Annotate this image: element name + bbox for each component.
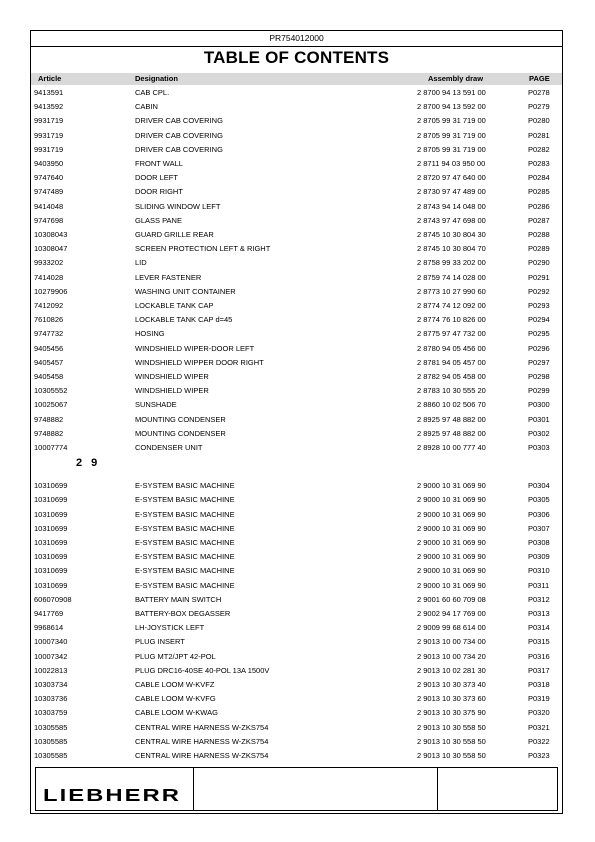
table-row bbox=[31, 493, 562, 507]
designation-cell: E-SYSTEM BASIC MACHINE bbox=[135, 580, 235, 590]
assembly-draw-cell: 2 9013 10 30 373 60 bbox=[417, 694, 486, 704]
article-cell: 10310699 bbox=[34, 495, 68, 505]
footer-title-block bbox=[35, 767, 558, 811]
page-cell: P0321 bbox=[528, 722, 550, 732]
designation-cell: E-SYSTEM BASIC MACHINE bbox=[135, 481, 235, 491]
table-row bbox=[31, 441, 562, 455]
assembly-draw-cell: 2 8758 99 33 202 00 bbox=[417, 258, 486, 268]
article-cell: 10279906 bbox=[34, 286, 68, 296]
page-cell: P0322 bbox=[528, 736, 550, 746]
designation-cell: CENTRAL WIRE HARNESS W-ZKS754 bbox=[135, 722, 269, 732]
article-cell: 9747732 bbox=[34, 329, 64, 339]
assembly-draw-cell: 2 8773 10 27 990 60 bbox=[417, 286, 486, 296]
table-row bbox=[31, 214, 562, 228]
assembly-draw-cell: 2 8759 74 14 028 00 bbox=[417, 272, 486, 282]
article-cell: 10310699 bbox=[34, 566, 68, 576]
page-cell: P0308 bbox=[528, 538, 550, 547]
page-cell: P0310 bbox=[528, 566, 550, 576]
page-cell: P0296 bbox=[528, 343, 550, 353]
table-row bbox=[31, 706, 562, 720]
page-cell: P0298 bbox=[528, 372, 550, 381]
designation-cell: DOOR LEFT bbox=[135, 173, 178, 183]
article-cell: 10310699 bbox=[34, 552, 68, 562]
article-cell: 9748882 bbox=[34, 414, 64, 424]
assembly-draw-cell: 2 8745 10 30 804 30 bbox=[417, 230, 486, 239]
designation-cell: CABIN bbox=[135, 102, 158, 112]
designation-cell: MOUNTING CONDENSER bbox=[135, 414, 226, 424]
page-cell: P0309 bbox=[528, 552, 550, 562]
assembly-draw-cell: 2 8720 97 47 640 00 bbox=[417, 173, 486, 183]
page-cell: P0280 bbox=[528, 116, 550, 126]
header-divider bbox=[31, 46, 562, 47]
assembly-draw-cell: 2 8711 94 03 950 00 bbox=[417, 159, 486, 168]
table-row bbox=[31, 427, 562, 441]
page-cell: P0313 bbox=[528, 609, 550, 618]
page-cell: P0323 bbox=[528, 751, 550, 760]
page-cell: P0284 bbox=[528, 173, 550, 183]
table-row bbox=[31, 479, 562, 493]
article-cell: 9747489 bbox=[34, 187, 64, 197]
table-row bbox=[31, 200, 562, 214]
table-row bbox=[31, 242, 562, 256]
document-frame bbox=[30, 30, 563, 814]
table-row bbox=[31, 100, 562, 114]
assembly-draw-cell: 2 8781 94 05 457 00 bbox=[417, 357, 486, 367]
designation-cell: CENTRAL WIRE HARNESS W-ZKS754 bbox=[135, 751, 269, 760]
assembly-draw-cell: 2 8705 99 31 719 00 bbox=[417, 144, 486, 154]
footer-divider bbox=[437, 768, 438, 810]
assembly-draw-cell: 2 8705 99 31 719 00 bbox=[417, 116, 486, 126]
assembly-draw-cell: 2 9013 10 30 558 50 bbox=[417, 751, 486, 760]
assembly-draw-cell: 2 8780 94 05 456 00 bbox=[417, 343, 486, 353]
page-cell: P0318 bbox=[528, 680, 550, 689]
article-cell: 10025067 bbox=[34, 400, 68, 410]
assembly-draw-cell: 2 9000 10 31 069 90 bbox=[417, 481, 486, 491]
designation-cell: E-SYSTEM BASIC MACHINE bbox=[135, 552, 235, 562]
page-cell: P0311 bbox=[528, 580, 550, 590]
table-row bbox=[31, 299, 562, 313]
footer-divider bbox=[193, 768, 194, 810]
article-cell: 10022813 bbox=[34, 665, 68, 675]
designation-cell: WINDSHIELD WIPER-DOOR LEFT bbox=[135, 343, 255, 353]
assembly-draw-cell: 2 8925 97 48 882 00 bbox=[417, 414, 486, 424]
table-row bbox=[31, 579, 562, 593]
page-cell: P0283 bbox=[528, 159, 550, 168]
assembly-draw-cell: 2 8782 94 05 458 00 bbox=[417, 372, 486, 381]
table-row bbox=[31, 621, 562, 635]
table-row bbox=[31, 327, 562, 341]
designation-cell: HOSING bbox=[135, 329, 165, 339]
page-cell: P0303 bbox=[528, 443, 550, 452]
page-cell: P0305 bbox=[528, 495, 550, 505]
article-cell: 10310699 bbox=[34, 580, 68, 590]
page-cell: P0285 bbox=[528, 187, 550, 197]
table-row bbox=[31, 678, 562, 692]
assembly-draw-cell: 2 9000 10 31 069 90 bbox=[417, 580, 486, 590]
designation-cell: DRIVER CAB COVERING bbox=[135, 116, 223, 126]
article-cell: 9747698 bbox=[34, 215, 64, 225]
article-cell: 7414028 bbox=[34, 272, 64, 282]
article-cell: 10007342 bbox=[34, 651, 68, 661]
document-number: PR754012000 bbox=[269, 33, 324, 43]
designation-cell: E-SYSTEM BASIC MACHINE bbox=[135, 538, 235, 547]
table-row bbox=[31, 564, 562, 578]
article-cell: 10303736 bbox=[34, 694, 68, 704]
assembly-draw-cell: 2 9000 10 31 069 90 bbox=[417, 566, 486, 576]
designation-cell: CENTRAL WIRE HARNESS W-ZKS754 bbox=[135, 736, 269, 746]
article-cell: 10303759 bbox=[34, 708, 68, 718]
table-row bbox=[31, 384, 562, 398]
designation-cell: E-SYSTEM BASIC MACHINE bbox=[135, 566, 235, 576]
page-cell: P0291 bbox=[528, 272, 550, 282]
assembly-draw-cell: 2 8775 97 47 732 00 bbox=[417, 329, 486, 339]
designation-cell: CAB CPL. bbox=[135, 88, 170, 97]
article-cell: 9417769 bbox=[34, 609, 64, 618]
assembly-draw-cell: 2 9013 10 02 281 30 bbox=[417, 665, 486, 675]
article-cell: 9933202 bbox=[34, 258, 64, 268]
designation-cell: BATTERY-BOX DEGASSER bbox=[135, 609, 231, 618]
page-cell: P0314 bbox=[528, 623, 550, 633]
column-header-designation: Designation bbox=[135, 74, 178, 83]
assembly-draw-cell: 2 9013 10 00 734 00 bbox=[417, 637, 486, 647]
page-cell: P0297 bbox=[528, 357, 550, 367]
article-cell: 9747640 bbox=[34, 173, 64, 183]
assembly-draw-cell: 2 9000 10 31 069 90 bbox=[417, 523, 486, 533]
page-cell: P0306 bbox=[528, 509, 550, 519]
page-cell: P0279 bbox=[528, 102, 550, 112]
page-cell: P0288 bbox=[528, 230, 550, 239]
assembly-draw-cell: 2 8774 76 10 826 00 bbox=[417, 315, 486, 325]
table-row bbox=[31, 129, 562, 143]
article-cell: 10305585 bbox=[34, 751, 68, 760]
article-cell: 10305552 bbox=[34, 386, 68, 396]
assembly-draw-cell: 2 8700 94 13 591 00 bbox=[417, 88, 486, 97]
article-cell: 9931719 bbox=[34, 116, 64, 126]
column-header-assembly: Assembly draw bbox=[428, 74, 484, 83]
assembly-draw-cell: 2 9000 10 31 069 90 bbox=[417, 552, 486, 562]
page-cell: P0304 bbox=[528, 481, 550, 491]
article-cell: 10310699 bbox=[34, 523, 68, 533]
page-cell: P0295 bbox=[528, 329, 550, 339]
table-row bbox=[31, 398, 562, 412]
designation-cell: PLUG MT2/JPT 42-POL bbox=[135, 651, 216, 661]
page-cell: P0282 bbox=[528, 144, 550, 154]
assembly-draw-cell: 2 9000 10 31 069 90 bbox=[417, 509, 486, 519]
page-cell: P0307 bbox=[528, 523, 550, 533]
article-cell: 10007774 bbox=[34, 443, 68, 452]
page-cell: P0281 bbox=[528, 130, 550, 140]
table-row bbox=[31, 550, 562, 564]
assembly-draw-cell: 2 8743 97 47 698 00 bbox=[417, 215, 486, 225]
page-cell: P0287 bbox=[528, 215, 550, 225]
designation-cell: MOUNTING CONDENSER bbox=[135, 428, 226, 438]
article-cell: 9413591 bbox=[34, 88, 64, 97]
page-cell: P0292 bbox=[528, 286, 550, 296]
designation-cell: LH-JOYSTICK LEFT bbox=[135, 623, 205, 633]
designation-cell: SCREEN PROTECTION LEFT & RIGHT bbox=[135, 244, 271, 254]
assembly-draw-cell: 2 9002 94 17 769 00 bbox=[417, 609, 486, 618]
assembly-draw-cell: 2 9009 99 68 614 00 bbox=[417, 623, 486, 633]
assembly-draw-cell: 2 9000 10 31 069 90 bbox=[417, 495, 486, 505]
article-cell: 9413592 bbox=[34, 102, 64, 112]
designation-cell: CABLE LOOM W-KWAG bbox=[135, 708, 218, 718]
article-cell: 10305585 bbox=[34, 736, 68, 746]
table-row bbox=[31, 143, 562, 157]
assembly-draw-cell: 2 8730 97 47 489 00 bbox=[417, 187, 486, 197]
page-cell: P0319 bbox=[528, 694, 550, 704]
assembly-draw-cell: 2 8774 74 12 092 00 bbox=[417, 301, 486, 310]
table-row bbox=[31, 342, 562, 356]
page-title: TABLE OF CONTENTS bbox=[203, 48, 390, 67]
page-cell: P0293 bbox=[528, 301, 550, 310]
article-cell: 10303734 bbox=[34, 680, 68, 689]
designation-cell: SUNSHADE bbox=[135, 400, 177, 410]
article-cell: 10007340 bbox=[34, 637, 68, 647]
table-row bbox=[31, 749, 562, 763]
table-row bbox=[31, 536, 562, 550]
assembly-draw-cell: 2 9013 10 00 734 20 bbox=[417, 651, 486, 661]
page-cell: P0301 bbox=[528, 414, 550, 424]
article-cell: 10308047 bbox=[34, 244, 68, 254]
designation-cell: GUARD GRILLE REAR bbox=[135, 230, 214, 239]
table-row bbox=[31, 256, 562, 270]
article-cell: 9405456 bbox=[34, 343, 64, 353]
table-row bbox=[31, 692, 562, 706]
table-row bbox=[31, 228, 562, 242]
page-cell: P0289 bbox=[528, 244, 550, 254]
table-row bbox=[31, 313, 562, 327]
designation-cell: DOOR RIGHT bbox=[135, 187, 183, 197]
designation-cell: CONDENSER UNIT bbox=[135, 443, 203, 452]
designation-cell: SLIDING WINDOW LEFT bbox=[135, 201, 221, 211]
designation-cell: PLUG INSERT bbox=[135, 637, 185, 647]
article-cell: 606070908 bbox=[34, 594, 72, 604]
page-cell: P0317 bbox=[528, 665, 550, 675]
designation-cell: PLUG DRC16-40SE 40-POL 13A 1500V bbox=[135, 665, 270, 675]
table-row bbox=[31, 735, 562, 749]
page-cell: P0299 bbox=[528, 386, 550, 396]
designation-cell: LOCKABLE TANK CAP d=45 bbox=[135, 315, 233, 325]
table-row bbox=[31, 508, 562, 522]
column-header-bar bbox=[31, 73, 562, 85]
article-cell: 10310699 bbox=[34, 481, 68, 491]
table-row bbox=[31, 650, 562, 664]
designation-cell: E-SYSTEM BASIC MACHINE bbox=[135, 495, 235, 505]
article-cell: 9405458 bbox=[34, 372, 64, 381]
designation-cell: CABLE LOOM W-KVFZ bbox=[135, 680, 215, 689]
designation-cell: WINDSHIELD WIPER bbox=[135, 372, 209, 381]
table-row bbox=[31, 356, 562, 370]
liebherr-logo bbox=[43, 786, 183, 804]
assembly-draw-cell: 2 8745 10 30 804 70 bbox=[417, 244, 486, 254]
column-header-article: Article bbox=[38, 74, 62, 83]
assembly-draw-cell: 2 8925 97 48 882 00 bbox=[417, 428, 486, 438]
designation-cell: LOCKABLE TANK CAP bbox=[135, 301, 214, 310]
designation-cell: LID bbox=[135, 258, 147, 268]
assembly-draw-cell: 2 8705 99 31 719 00 bbox=[417, 130, 486, 140]
assembly-draw-cell: 2 9013 10 30 375 90 bbox=[417, 708, 486, 718]
assembly-draw-cell: 2 9000 10 31 069 90 bbox=[417, 538, 486, 547]
designation-cell: WASHING UNIT CONTAINER bbox=[135, 286, 236, 296]
assembly-draw-cell: 2 8743 94 14 048 00 bbox=[417, 201, 486, 211]
page-cell: P0320 bbox=[528, 708, 550, 718]
article-cell: 9931719 bbox=[34, 144, 64, 154]
article-cell: 9405457 bbox=[34, 357, 64, 367]
article-cell: 10310699 bbox=[34, 538, 68, 547]
article-cell: 7610826 bbox=[34, 315, 64, 325]
table-row bbox=[31, 86, 562, 100]
page-cell: P0302 bbox=[528, 428, 550, 438]
page-cell: P0278 bbox=[528, 88, 550, 97]
assembly-draw-cell: 2 8928 10 00 777 40 bbox=[417, 443, 486, 452]
designation-cell: GLASS PANE bbox=[135, 215, 182, 225]
article-cell: 10305585 bbox=[34, 722, 68, 732]
article-cell: 7412092 bbox=[34, 301, 64, 310]
group-heading: 2 9 bbox=[76, 457, 101, 470]
table-row bbox=[31, 370, 562, 384]
designation-cell: FRONT WALL bbox=[135, 159, 183, 168]
page-cell: P0316 bbox=[528, 651, 550, 661]
article-cell: 9403950 bbox=[34, 159, 64, 168]
table-row bbox=[31, 171, 562, 185]
assembly-draw-cell: 2 9013 10 30 373 40 bbox=[417, 680, 486, 689]
table-row bbox=[31, 664, 562, 678]
assembly-draw-cell: 2 8783 10 30 555 20 bbox=[417, 386, 486, 396]
page-cell: P0315 bbox=[528, 637, 550, 647]
designation-cell: WINDSHIELD WIPER bbox=[135, 386, 209, 396]
designation-cell: BATTERY MAIN SWITCH bbox=[135, 594, 222, 604]
table-row bbox=[31, 157, 562, 171]
page-cell: P0312 bbox=[528, 594, 550, 604]
article-cell: 10308043 bbox=[34, 230, 68, 239]
assembly-draw-cell: 2 9013 10 30 558 50 bbox=[417, 722, 486, 732]
assembly-draw-cell: 2 9001 60 60 709 08 bbox=[417, 594, 486, 604]
table-row bbox=[31, 114, 562, 128]
page-cell: P0300 bbox=[528, 400, 550, 410]
column-header-page: PAGE bbox=[529, 74, 550, 83]
designation-cell: E-SYSTEM BASIC MACHINE bbox=[135, 523, 235, 533]
table-row bbox=[31, 593, 562, 607]
assembly-draw-cell: 2 8700 94 13 592 00 bbox=[417, 102, 486, 112]
table-row bbox=[31, 721, 562, 735]
article-cell: 9748882 bbox=[34, 428, 64, 438]
page-cell: P0290 bbox=[528, 258, 550, 268]
designation-cell: WINDSHIELD WIPPER DOOR RIGHT bbox=[135, 357, 264, 367]
article-cell: 9931719 bbox=[34, 130, 64, 140]
table-row bbox=[31, 607, 562, 621]
designation-cell: LEVER FASTENER bbox=[135, 272, 202, 282]
logo-text: LIEBHERR bbox=[43, 786, 181, 804]
article-cell: 9968614 bbox=[34, 623, 64, 633]
table-row bbox=[31, 185, 562, 199]
table-row bbox=[31, 635, 562, 649]
designation-cell: DRIVER CAB COVERING bbox=[135, 130, 223, 140]
article-cell: 10310699 bbox=[34, 509, 68, 519]
page-cell: P0286 bbox=[528, 201, 550, 211]
designation-cell: DRIVER CAB COVERING bbox=[135, 144, 223, 154]
article-cell: 9414048 bbox=[34, 201, 64, 211]
designation-cell: E-SYSTEM BASIC MACHINE bbox=[135, 509, 235, 519]
table-row bbox=[31, 271, 562, 285]
page-cell: P0294 bbox=[528, 315, 550, 325]
assembly-draw-cell: 2 8860 10 02 506 70 bbox=[417, 400, 486, 410]
table-row bbox=[31, 522, 562, 536]
designation-cell: CABLE LOOM W-KVFG bbox=[135, 694, 216, 704]
table-row bbox=[31, 413, 562, 427]
table-row bbox=[31, 285, 562, 299]
assembly-draw-cell: 2 9013 10 30 558 50 bbox=[417, 736, 486, 746]
